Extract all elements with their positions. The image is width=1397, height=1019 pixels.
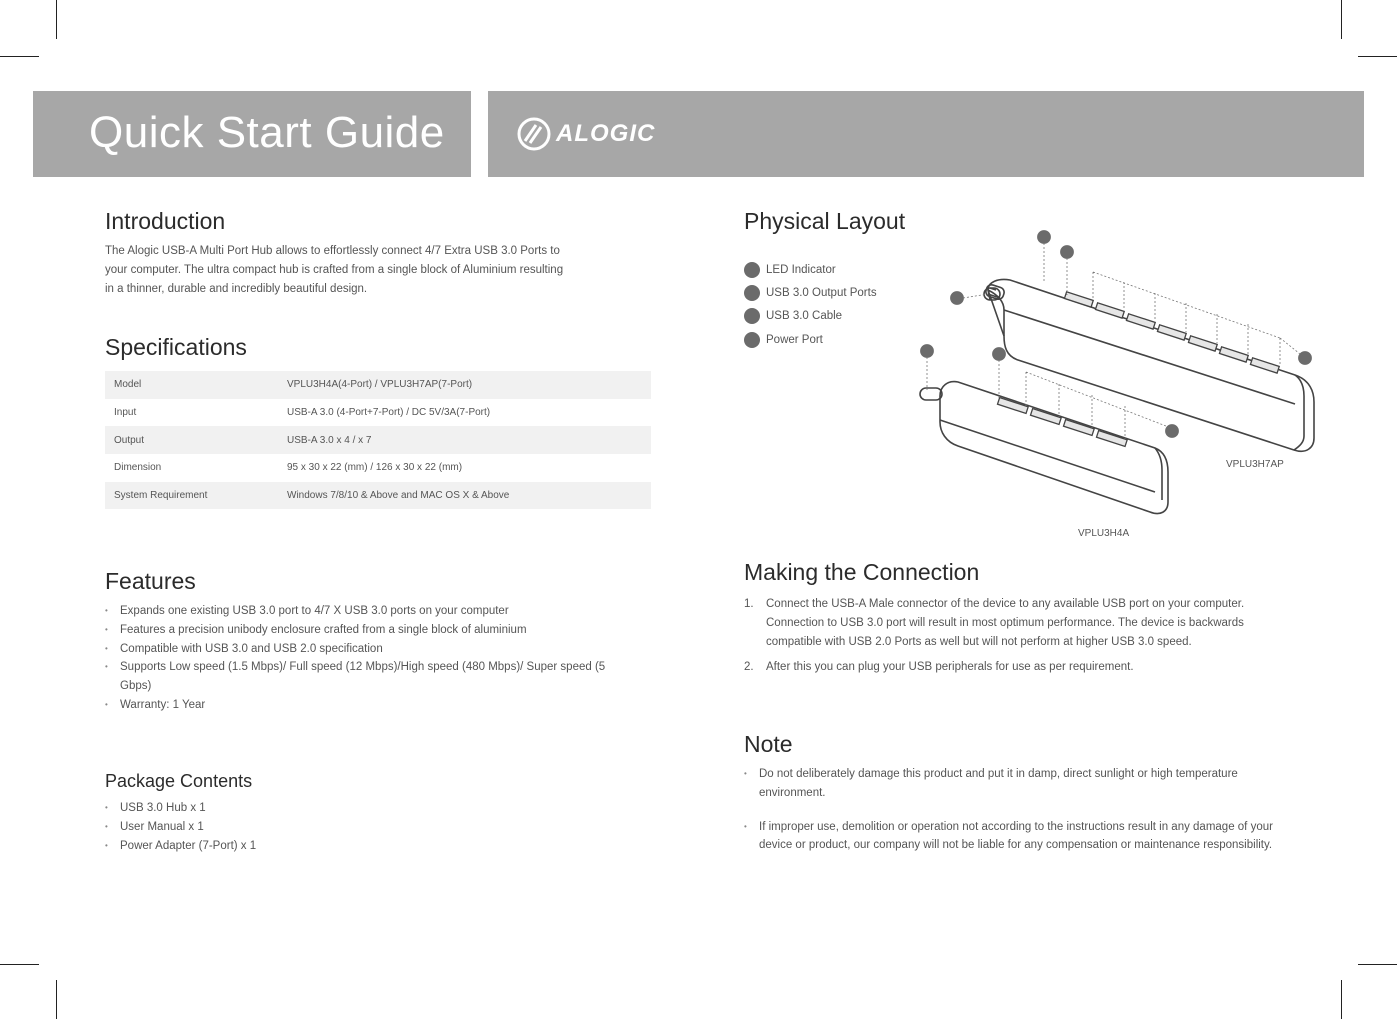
- list-item: • Warranty: 1 Year: [105, 696, 635, 715]
- step-number: 1.: [744, 598, 754, 610]
- list-item: • Features a precision unibody enclosure crafted from a single block of aluminium: [105, 621, 635, 640]
- connection-heading: Making the Connection: [744, 559, 980, 585]
- spec-label: Dimension: [114, 462, 162, 474]
- legend-dot-icon: [744, 285, 760, 301]
- package-heading: Package Contents: [105, 771, 253, 791]
- spec-label: System Requirement: [105, 482, 278, 510]
- table-row: [105, 482, 651, 510]
- legend-label: Power Port: [766, 333, 823, 346]
- spec-label: Input: [114, 407, 137, 419]
- table-row: [105, 454, 651, 482]
- legend-label: USB 3.0 Output Ports: [766, 287, 877, 300]
- list-item: • USB 3.0 Hub x 1: [105, 799, 505, 818]
- list-item: • User Manual x 1: [105, 818, 505, 837]
- spec-value: 95 x 30 x 22 (mm) / 126 x 30 x 22 (mm): [287, 462, 463, 474]
- specifications-heading: Specifications: [105, 334, 247, 360]
- legend-dot-icon: [744, 332, 760, 348]
- introduction-line: in a thinner, durable and incredibly beautiful design.: [105, 283, 368, 295]
- spec-value: VPLU3H4A(4-Port) / VPLU3H7AP(7-Port): [278, 371, 651, 399]
- crop-mark: [56, 980, 57, 1019]
- list-item: • Power Adapter (7-Port) x 1: [105, 837, 505, 856]
- step-text: Connect the USB-A Male connector of the device to any available USB port on your computer. Connection to USB 3.0 port will result in most optimum performance. The device is backwards compatible with USB 2.0 Ports as well but will not perform at higher USB 3.0 speed.: [766, 598, 1245, 648]
- connection-steps: [744, 595, 1300, 677]
- legend-item: [744, 328, 877, 351]
- note-heading: Note: [744, 731, 793, 757]
- legend-dot-icon: [744, 308, 760, 324]
- crop-mark: [1358, 56, 1397, 57]
- features-list: [105, 602, 635, 715]
- crop-mark: [1341, 0, 1342, 39]
- four-port-usb-ports: [997, 398, 1127, 447]
- legend-item: [744, 281, 877, 304]
- step-text: After this you can plug your USB peripherals for use as per requirement.: [766, 661, 1134, 674]
- crop-mark: [1358, 964, 1397, 965]
- list-item: • Supports Low speed (1.5 Mbps)/ Full speed (12 Mbps)/High speed (480 Mbps)/ Super speed (5 Gbps): [105, 658, 635, 696]
- brand-banner: [488, 91, 1364, 177]
- brand-logo: [516, 116, 655, 152]
- physical-layout-heading: Physical Layout: [744, 208, 906, 234]
- model-label-4-port: VPLU3H4A: [1078, 528, 1130, 539]
- introduction-heading: Introduction: [105, 208, 226, 234]
- note-list: [744, 765, 1284, 855]
- specifications-table: [105, 371, 651, 509]
- list-item: • Compatible with USB 3.0 and USB 2.0 specification: [105, 640, 635, 659]
- step-number: 2.: [744, 661, 754, 674]
- table-row: [105, 371, 651, 399]
- seven-port-usb-ports: [1064, 292, 1279, 373]
- crop-mark: [1341, 980, 1342, 1019]
- callout-leader-lines: [927, 243, 1300, 439]
- list-item: • Expands one existing USB 3.0 port to 4/7 X USB 3.0 ports on your computer: [105, 602, 635, 621]
- page-title: Quick Start Guide: [89, 108, 445, 157]
- introduction-line: The Alogic USB-A Multi Port Hub allows to effortlessly connect 4/7 Extra USB 3.0 Ports to: [105, 245, 560, 257]
- alogic-logo-icon: [516, 116, 552, 152]
- spec-label: Model: [105, 371, 278, 399]
- spec-value: Windows 7/8/10 & Above and MAC OS X & Above: [278, 482, 651, 510]
- introduction-text: [105, 242, 665, 299]
- legend-item: [744, 258, 877, 281]
- crop-mark: [0, 964, 39, 965]
- list-item: • If improper use, demolition or operation not according to the instructions result in any damage of your device or product, our company will not be liable for any compensation or maintenance responsibility.: [744, 818, 1284, 856]
- list-item: • Do not deliberately damage this product and put it in damp, direct sunlight or high temperature environment.: [744, 765, 1284, 803]
- title-banner: [33, 91, 471, 177]
- spec-value: USB-A 3.0 (4-Port+7-Port) / DC 5V/3A(7-Port): [287, 407, 491, 419]
- table-row: [105, 399, 651, 427]
- package-list: [105, 799, 505, 855]
- legend-dot-icon: [744, 262, 760, 278]
- layout-legend: [744, 258, 877, 352]
- legend-label: LED Indicator: [766, 263, 836, 276]
- spec-value: USB-A 3.0 x 4 / x 7: [278, 426, 651, 454]
- table-row: [105, 426, 651, 454]
- legend-item: [744, 305, 877, 328]
- introduction-line: your computer. The ultra compact hub is crafted from a single block of Aluminium resulting: [105, 264, 564, 276]
- hub-diagram: [900, 220, 1330, 520]
- features-heading: Features: [105, 568, 196, 594]
- brand-name: ALOGIC: [556, 120, 656, 147]
- model-label-7-port: VPLU3H7AP: [1226, 459, 1284, 470]
- spec-label: Output: [105, 426, 278, 454]
- crop-mark: [0, 56, 39, 57]
- step-item: [744, 595, 1300, 651]
- step-item: [744, 658, 1300, 677]
- legend-label: USB 3.0 Cable: [766, 310, 843, 323]
- four-port-hub-drawing: [920, 382, 1168, 514]
- crop-mark: [56, 0, 57, 39]
